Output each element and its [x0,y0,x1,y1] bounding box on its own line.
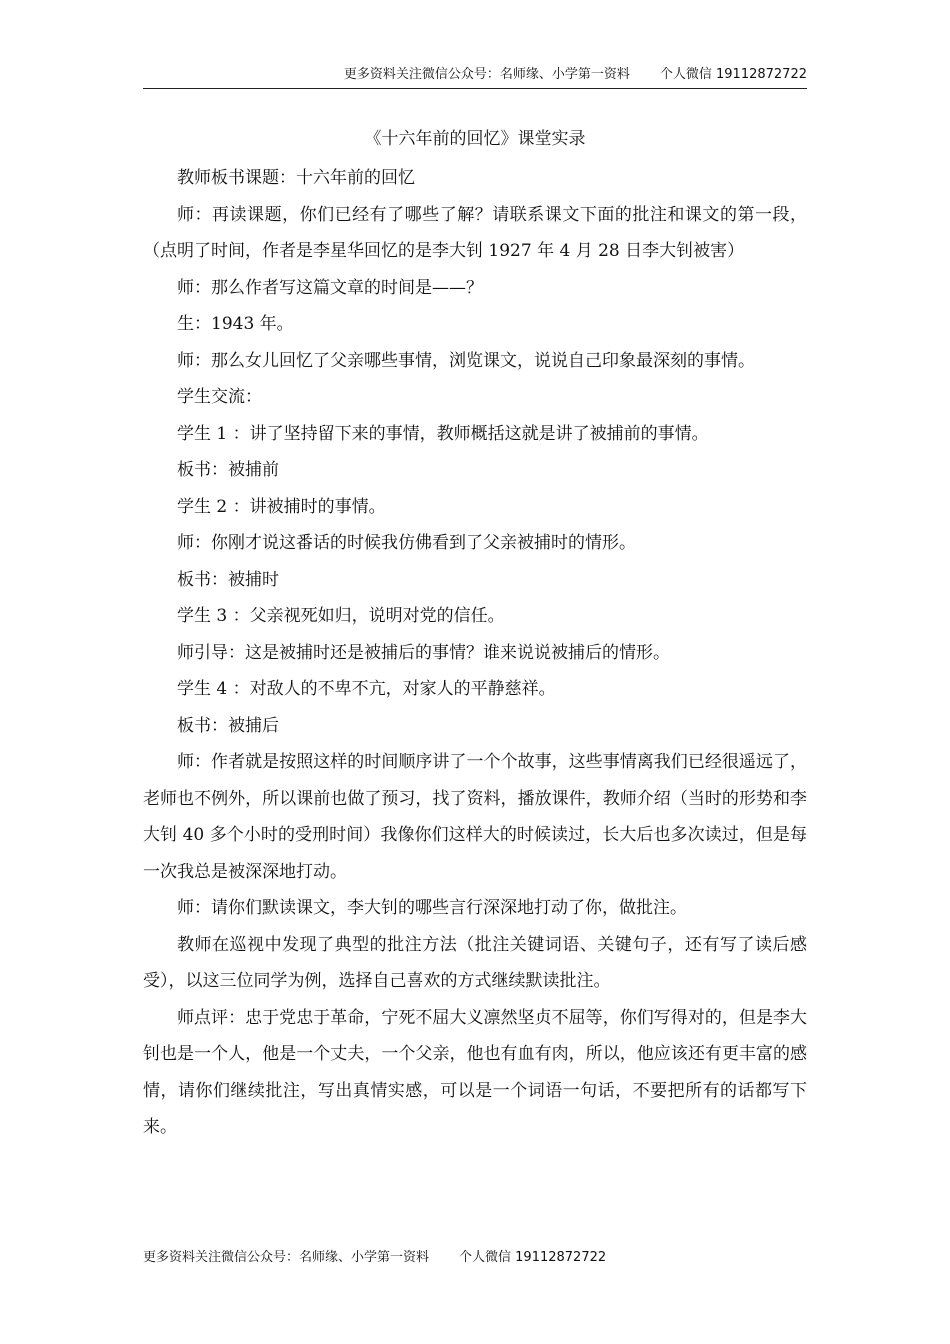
paragraph: 师：那么女儿回忆了父亲哪些事情，浏览课文，说说自己印象最深刻的事情。 [177,350,755,371]
header-contact-text: 个人微信 19112872722 [659,67,807,82]
paragraph: 教师在巡视中发现了典型的批注方法（批注关键词语、关键句子，还有写了读后感受），以这三位同学为例，选择自己喜欢的方式继续默读批注。 [143,934,807,991]
paragraph: 板书：被捕前 [177,460,279,480]
document-title: 《十六年前的回忆》课堂实录 [364,129,586,149]
paragraph: 师：作者就是按照这样的时间顺序讲了一个个故事，这些事情离我们已经很遥远了，老师也不例外，所以课前也做了预习，找了资料，播放课件，教师介绍（当时的形势和李大钊 40 多个小时的受刑时间）我像你们这样大的时候读过，长大后也多次读过，但是每一次我总是被深深地打动。 [143,752,807,882]
paragraph: 师：请你们默读课文，李大钊的哪些言行深深地打动了你，做批注。 [177,898,687,918]
header-source-text: 更多资料关注微信公众号：名师缘、小学第一资料 [343,67,630,82]
document-body [143,160,807,1146]
paragraph: 师：你刚才说这番话的时候我仿佛看到了父亲被捕时的情形。 [177,533,636,553]
paragraph: 师点评：忠于党忠于革命，宁死不屈大义凛然坚贞不屈等，你们写得对的，但是李大钊也是一个人，他是一个丈夫，一个父亲，他也有血有肉，所以，他应该还有更丰富的感情，请你们继续批注，写出真情实感，可以是一个词语一句话，不要把所有的话都写下来。 [143,1007,807,1137]
paragraph: 学生 4 ：对敌人的不卑不亢，对家人的平静慈祥。 [177,679,556,699]
paragraph: 板书：被捕后 [177,715,279,736]
paragraph: 师：再读课题，你们已经有了哪些了解？请联系课文下面的批注和课文的第一段，（点明了时间，作者是李星华回忆的是李大钊 1927 年 4 月 28 日李大钊被害） [143,204,807,261]
paragraph: 学生 3 ：父亲视死如归，说明对党的信任。 [177,606,505,626]
paragraph: 板书：被捕时 [177,569,279,590]
paragraph: 学生交流： [177,387,262,407]
paragraph: 学生 2 ：讲被捕时的事情。 [177,496,386,517]
paragraph: 师引导：这是被捕时还是被捕后的事情？谁来说说被捕后的情形。 [177,642,670,663]
footer-source-text: 更多资料关注微信公众号：名师缘、小学第一资料 [143,1250,430,1265]
paragraph: 师：那么作者写这篇文章的时间是——？ [177,277,483,298]
paragraph: 学生 1 ：讲了坚持留下来的事情，教师概括这就是讲了被捕前的事情。 [177,423,709,444]
page-footer [143,1246,606,1265]
paragraph: 教师板书课题：十六年前的回忆 [177,168,415,188]
paragraph: 生：1943 年。 [177,314,294,334]
page-header [143,66,807,89]
footer-contact-text: 个人微信 19112872722 [459,1250,607,1265]
